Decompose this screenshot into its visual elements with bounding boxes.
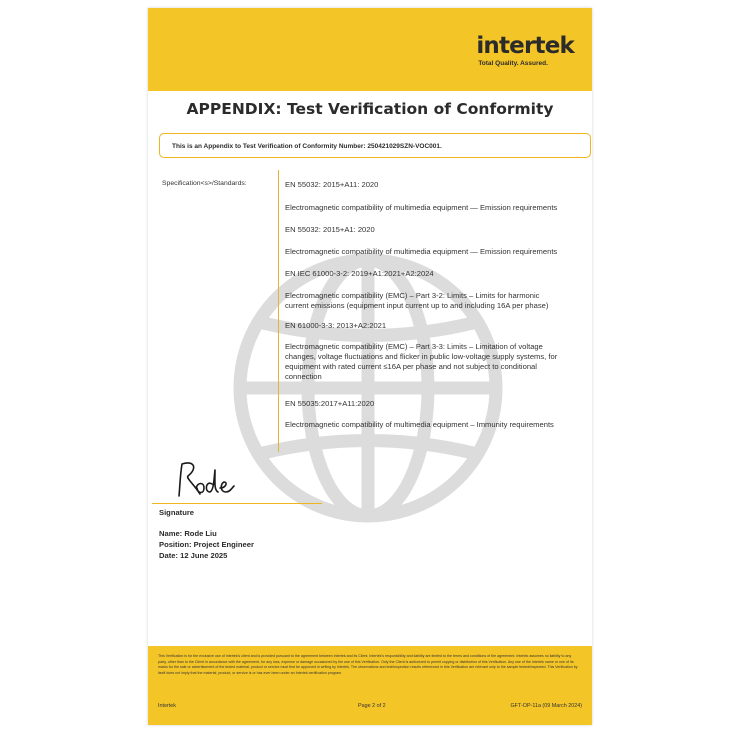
footer-company: Intertek [158, 703, 176, 709]
appendix-notice: This is an Appendix to Test Verification of Conformity Number: 250421029SZN-VOC001. [172, 143, 442, 150]
spec-description: Electromagnetic compatibility of multimedia equipment – Immunity requirements [285, 420, 554, 429]
spec-description: Electromagnetic compatibility of multimedia equipment — Emission requirements [285, 247, 558, 256]
spec-standard: EN 55032: 2015+A1: 2020 [285, 225, 375, 234]
spec-description: changes, voltage fluctuations and flicker in public low-voltage supply systems, for [285, 352, 558, 361]
form-code: GFT-OP-11a (09 March 2024) [510, 703, 582, 709]
signature-date: Date: 12 June 2025 [159, 551, 228, 560]
signer-name: Name: Rode Liu [159, 529, 217, 538]
signer-position: Position: Project Engineer [159, 540, 254, 549]
intertek-logo [476, 34, 574, 67]
spec-description: current emissions (equipment input current up to and including 16A per phase) [285, 301, 549, 310]
spec-standard: EN 55032: 2015+A11: 2020 [285, 180, 379, 189]
signature-label: Signature [159, 508, 195, 517]
handwritten-signature [174, 458, 244, 500]
spec-standard: EN IEC 61000-3-2: 2019+A1:2021+A2:2024 [285, 269, 434, 278]
footer-band [148, 646, 592, 725]
footer-disclaimer: This Verification is for the exclusive use of Intertek's client and is provided pursuant to the agreement between Intertek and its Client. Intertek's responsibility and liability are limited to the terms and conditions of the agreement. Intertek assumes no liability to any party, other than to the Client in accordance with the agreement, for any loss, expense or damage occasioned by the use of this Verification. Only the Client is authorized to permit copying or distribution of this Verification. Any use of the Intertek name or one of its marks for the sale or advertisement of the tested material, product or service must first be approved in writing by Intertek. The observations and test/inspection results referenced in this Verification are relevant only to the sample tested/inspected. This Verification by itself does not imply that the material, product, or service is or has ever been under an Intertek certification program. [158, 654, 578, 675]
signature-line [152, 503, 322, 504]
page-title: APPENDIX: Test Verification of Conformity [186, 100, 554, 118]
specifications-label: Specification<s>/Standards: [162, 180, 247, 187]
spec-standard: EN 55035:2017+A11:2020 [285, 399, 375, 408]
certificate-page [148, 8, 592, 725]
specifications-list [278, 170, 578, 452]
logo-word: intertek [476, 33, 574, 59]
page-number: Page 2 of 2 [358, 703, 386, 709]
spec-description: Electromagnetic compatibility of multimedia equipment — Emission requirements [285, 203, 558, 212]
spec-description: Electromagnetic compatibility (EMC) – Part 3-2: Limits – Limits for harmonic [285, 291, 540, 300]
spec-description: Electromagnetic compatibility (EMC) – Part 3-3: Limits – Limitation of voltage [285, 342, 543, 351]
appendix-notice-box [159, 133, 591, 158]
spec-description: connection [285, 372, 322, 381]
spec-standard: EN 61000-3-3: 2013+A2:2021 [285, 321, 387, 330]
spec-description: equipment with rated current ≤16A per phase and not subject to conditional [285, 362, 537, 371]
logo-tagline: Total Quality. Assured. [478, 60, 548, 67]
